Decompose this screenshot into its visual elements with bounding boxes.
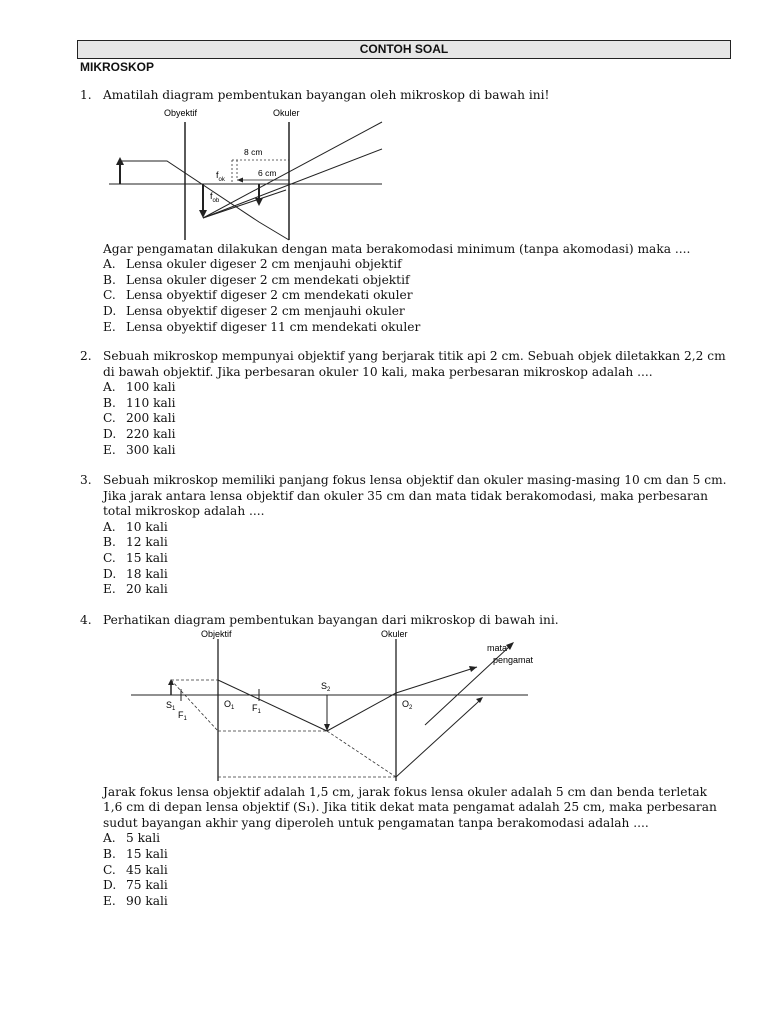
options-list [103,520,730,598]
microscope-diagram-1 [106,104,406,242]
label-s1: $S_1$ [166,699,176,712]
label-fok: $f_{ok}$ [216,169,225,183]
option-d: D. 18 kali [103,566,168,581]
label-f1-left: $F_1$ [178,709,187,722]
option-e: E. 90 kali [103,893,168,908]
question-prompt: Agar pengamatan dilakukan dengan mata berakomodasi minimum (tanpa akomodasi) maka .... [103,241,691,256]
option-b: B. Lensa okuler digeser 2 cm mendekati objektif [103,272,410,287]
option-b: B. 12 kali [103,535,168,550]
label-f1-right: $F_1$ [252,702,261,715]
option-a: A. 10 kali [103,519,168,534]
options-list [103,380,730,458]
label-eye-2: pengamat [493,654,534,665]
question-2 [80,349,730,458]
option-b: B. 110 kali [103,395,176,410]
label-fob: $f_{ob}$ [210,190,220,204]
label-eye-1: mata [487,642,508,653]
option-e: E. 20 kali [103,582,168,597]
option-c: C. Lensa obyektif digeser 2 cm mendekati okuler [103,288,413,303]
option-a: A. Lensa okuler digeser 2 cm menjauhi objektif [103,257,402,272]
label-ocular: Okuler [381,628,408,639]
option-c: C. 15 kali [103,550,168,565]
options-list [103,831,730,909]
question-stem: Perhatikan diagram pembentukan bayangan dari mikroskop di bawah ini. [103,613,559,627]
question-3 [80,473,730,598]
question-number: 3. [80,473,92,487]
option-e: E. Lensa obyektif digeser 11 cm mendekati okuler [103,319,421,334]
label-objective: Obyektif [164,107,198,118]
question-4 [80,613,730,909]
label-8cm: 8 cm [244,146,263,157]
option-d: D. 75 kali [103,878,168,893]
label-objective: Objektif [201,628,232,639]
options-list [103,257,730,335]
label-6cm: 6 cm [258,167,277,178]
label-ocular: Okuler [273,107,300,118]
question-1 [80,88,730,335]
option-e: E. 300 kali [103,442,176,457]
question-number: 2. [80,349,92,363]
label-s2: $S_2$ [321,680,331,693]
option-d: D. 220 kali [103,426,176,441]
section-title: MIKROSKOP [80,60,155,74]
question-number: 1. [80,88,92,102]
question-number: 4. [80,613,92,627]
label-o1: $O_1$ [224,698,235,711]
question-stem: Sebuah mikroskop memiliki panjang fokus lensa objektif dan okuler masing-masing 10 cm dan 5 cm. Jika jarak antara lensa objektif dan okuler 35 cm dan mata tidak berakomodasi, maka perbesaran total mikroskop adalah .... [103,473,727,519]
option-c: C. 200 kali [103,411,176,426]
header-title: CONTOH SOAL [77,40,731,59]
question-stem: Amatilah diagram pembentukan bayangan oleh mikroskop di bawah ini! [103,88,550,102]
question-stem: Sebuah mikroskop mempunyai objektif yang berjarak titik api 2 cm. Sebuah objek diletakkan 2,2 cm di bawah objektif. Jika perbesaran okuler 10 kali, maka perbesaran mikroskop adalah .... [103,349,726,379]
option-a: A. 100 kali [103,380,176,395]
question-prompt: Jarak fokus lensa objektif adalah 1,5 cm, jarak fokus lensa okuler adalah 5 cm dan benda terletak 1,6 cm di depan lensa objektif (S₁). Jika titik dekat mata pengamat adalah 25 cm, maka perbesaran sudut bayangan akhir yang diperoleh untuk pengamatan tanpa berakomodasi adalah .... [103,784,717,830]
label-o2: $O_2$ [402,698,413,711]
option-a: A. 5 kali [103,831,161,846]
microscope-diagram-2 [125,629,555,785]
option-b: B. 15 kali [103,846,168,861]
option-c: C. 45 kali [103,862,168,877]
option-d: D. Lensa obyektif digeser 2 cm menjauhi okuler [103,303,405,318]
